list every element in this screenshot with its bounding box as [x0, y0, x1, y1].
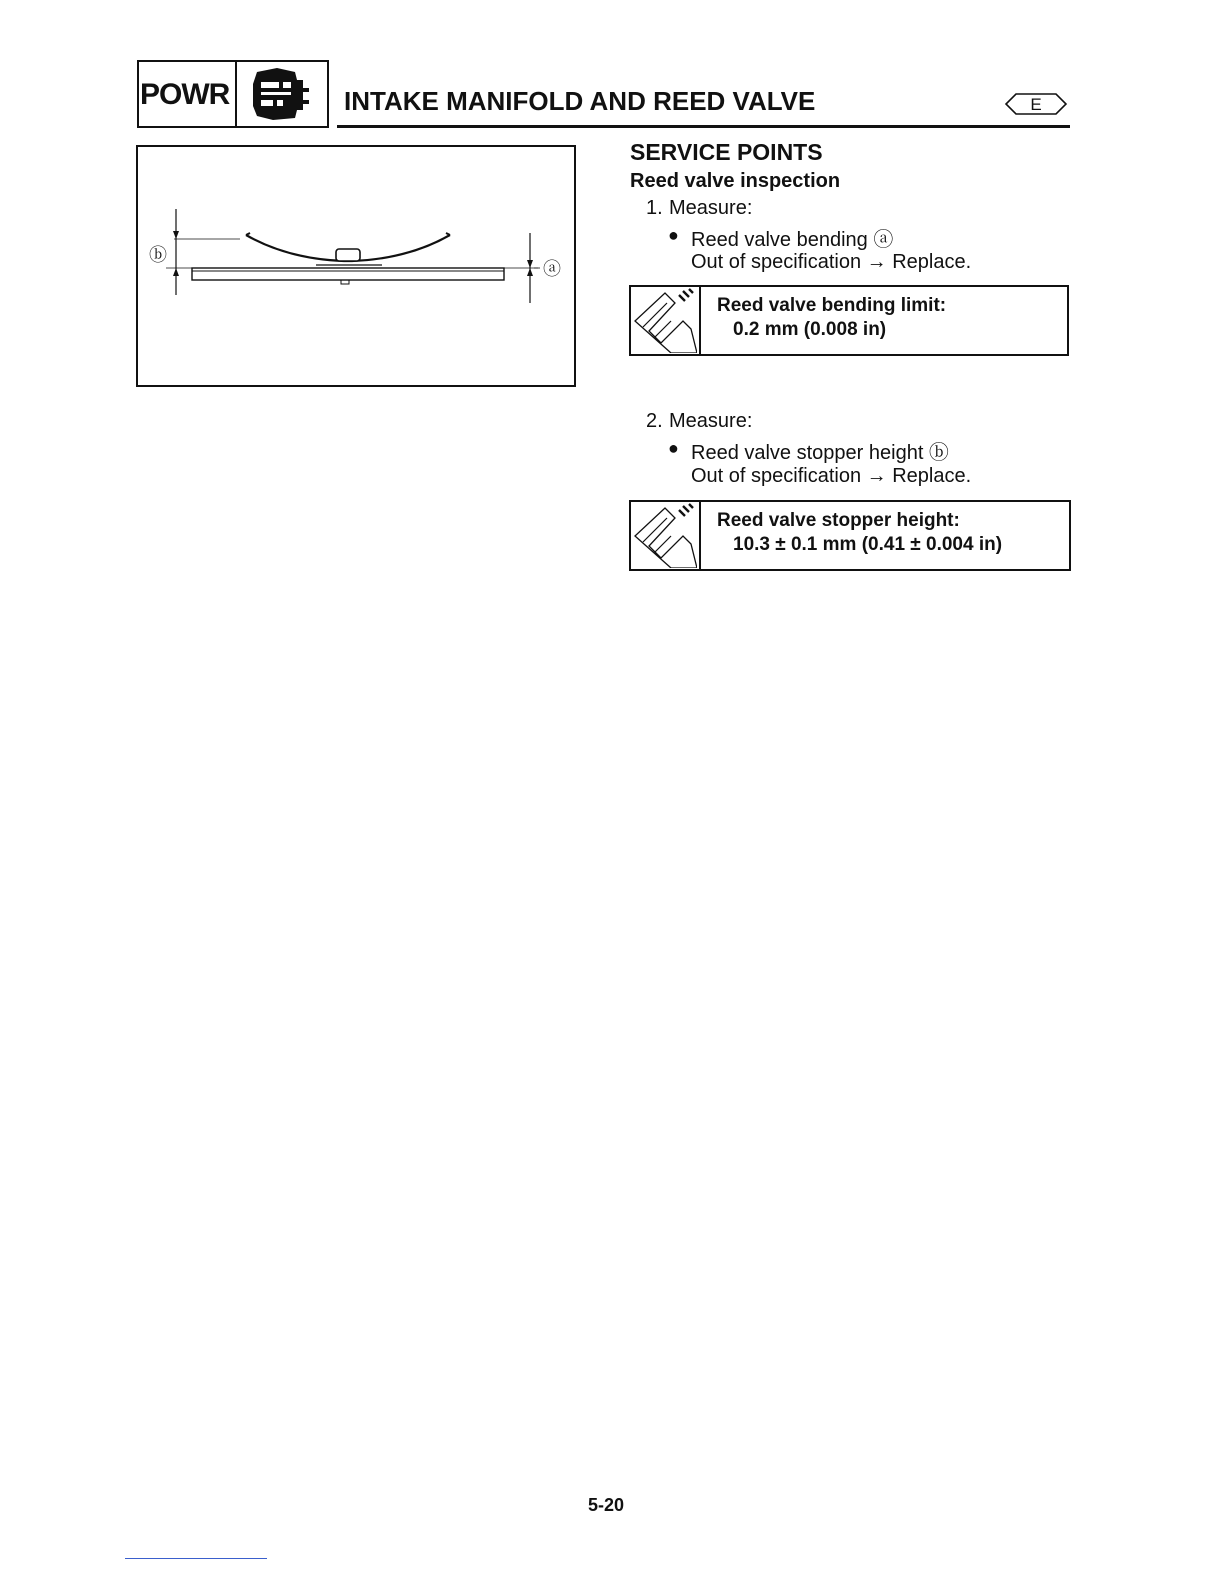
step-number: 1.: [646, 197, 663, 219]
title-rule: [337, 125, 1070, 128]
step-item: Reed valve stopper height ⓑ: [691, 442, 949, 464]
spec-label: Reed valve bending limit:: [717, 295, 947, 316]
caliper-icon: [631, 287, 697, 353]
dimension-label-a: ⓐ: [543, 259, 561, 280]
page-title: INTAKE MANIFOLD AND REED VALVE: [344, 86, 816, 116]
caliper-icon: [631, 502, 697, 568]
step-item: Reed valve bending ⓐ: [691, 229, 894, 251]
language-badge-shape: [1004, 92, 1068, 116]
section-heading: SERVICE POINTS: [630, 139, 823, 165]
section-icon-box: [235, 60, 329, 128]
page-number: 5-20: [588, 1495, 625, 1515]
bullet-icon: ●: [668, 225, 679, 245]
step-note: Out of specification → Replace.: [691, 465, 972, 487]
step-action: Measure:: [669, 197, 753, 219]
language-badge: [1004, 92, 1068, 116]
step-note: Out of specification → Replace.: [691, 251, 972, 273]
section-tab-label: POWR: [140, 78, 230, 111]
language-label: E: [1030, 95, 1042, 114]
spec-box: [629, 500, 1071, 571]
spec-icon-cell: [631, 287, 701, 354]
valve-screw: [336, 249, 360, 261]
dimension-label-b: ⓑ: [149, 245, 167, 266]
reed-valve-diagram: [136, 145, 576, 387]
footer-rule: [125, 1558, 267, 1559]
spec-value: 0.2 mm (0.008 in): [733, 319, 887, 340]
valve-seat: [192, 268, 504, 280]
spec-icon-cell: [631, 502, 701, 569]
spec-box: [629, 285, 1069, 356]
subsection-heading: Reed valve inspection: [630, 170, 841, 192]
bullet-icon: ●: [668, 438, 679, 458]
spec-value: 10.3 ± 0.1 mm (0.41 ± 0.004 in): [733, 534, 1003, 555]
spec-label: Reed valve stopper height:: [717, 510, 960, 531]
step-action: Measure:: [669, 410, 753, 432]
step-number: 2.: [646, 410, 663, 432]
reed-valve-drawing: [138, 147, 573, 384]
powerhead-icon: [237, 62, 327, 126]
